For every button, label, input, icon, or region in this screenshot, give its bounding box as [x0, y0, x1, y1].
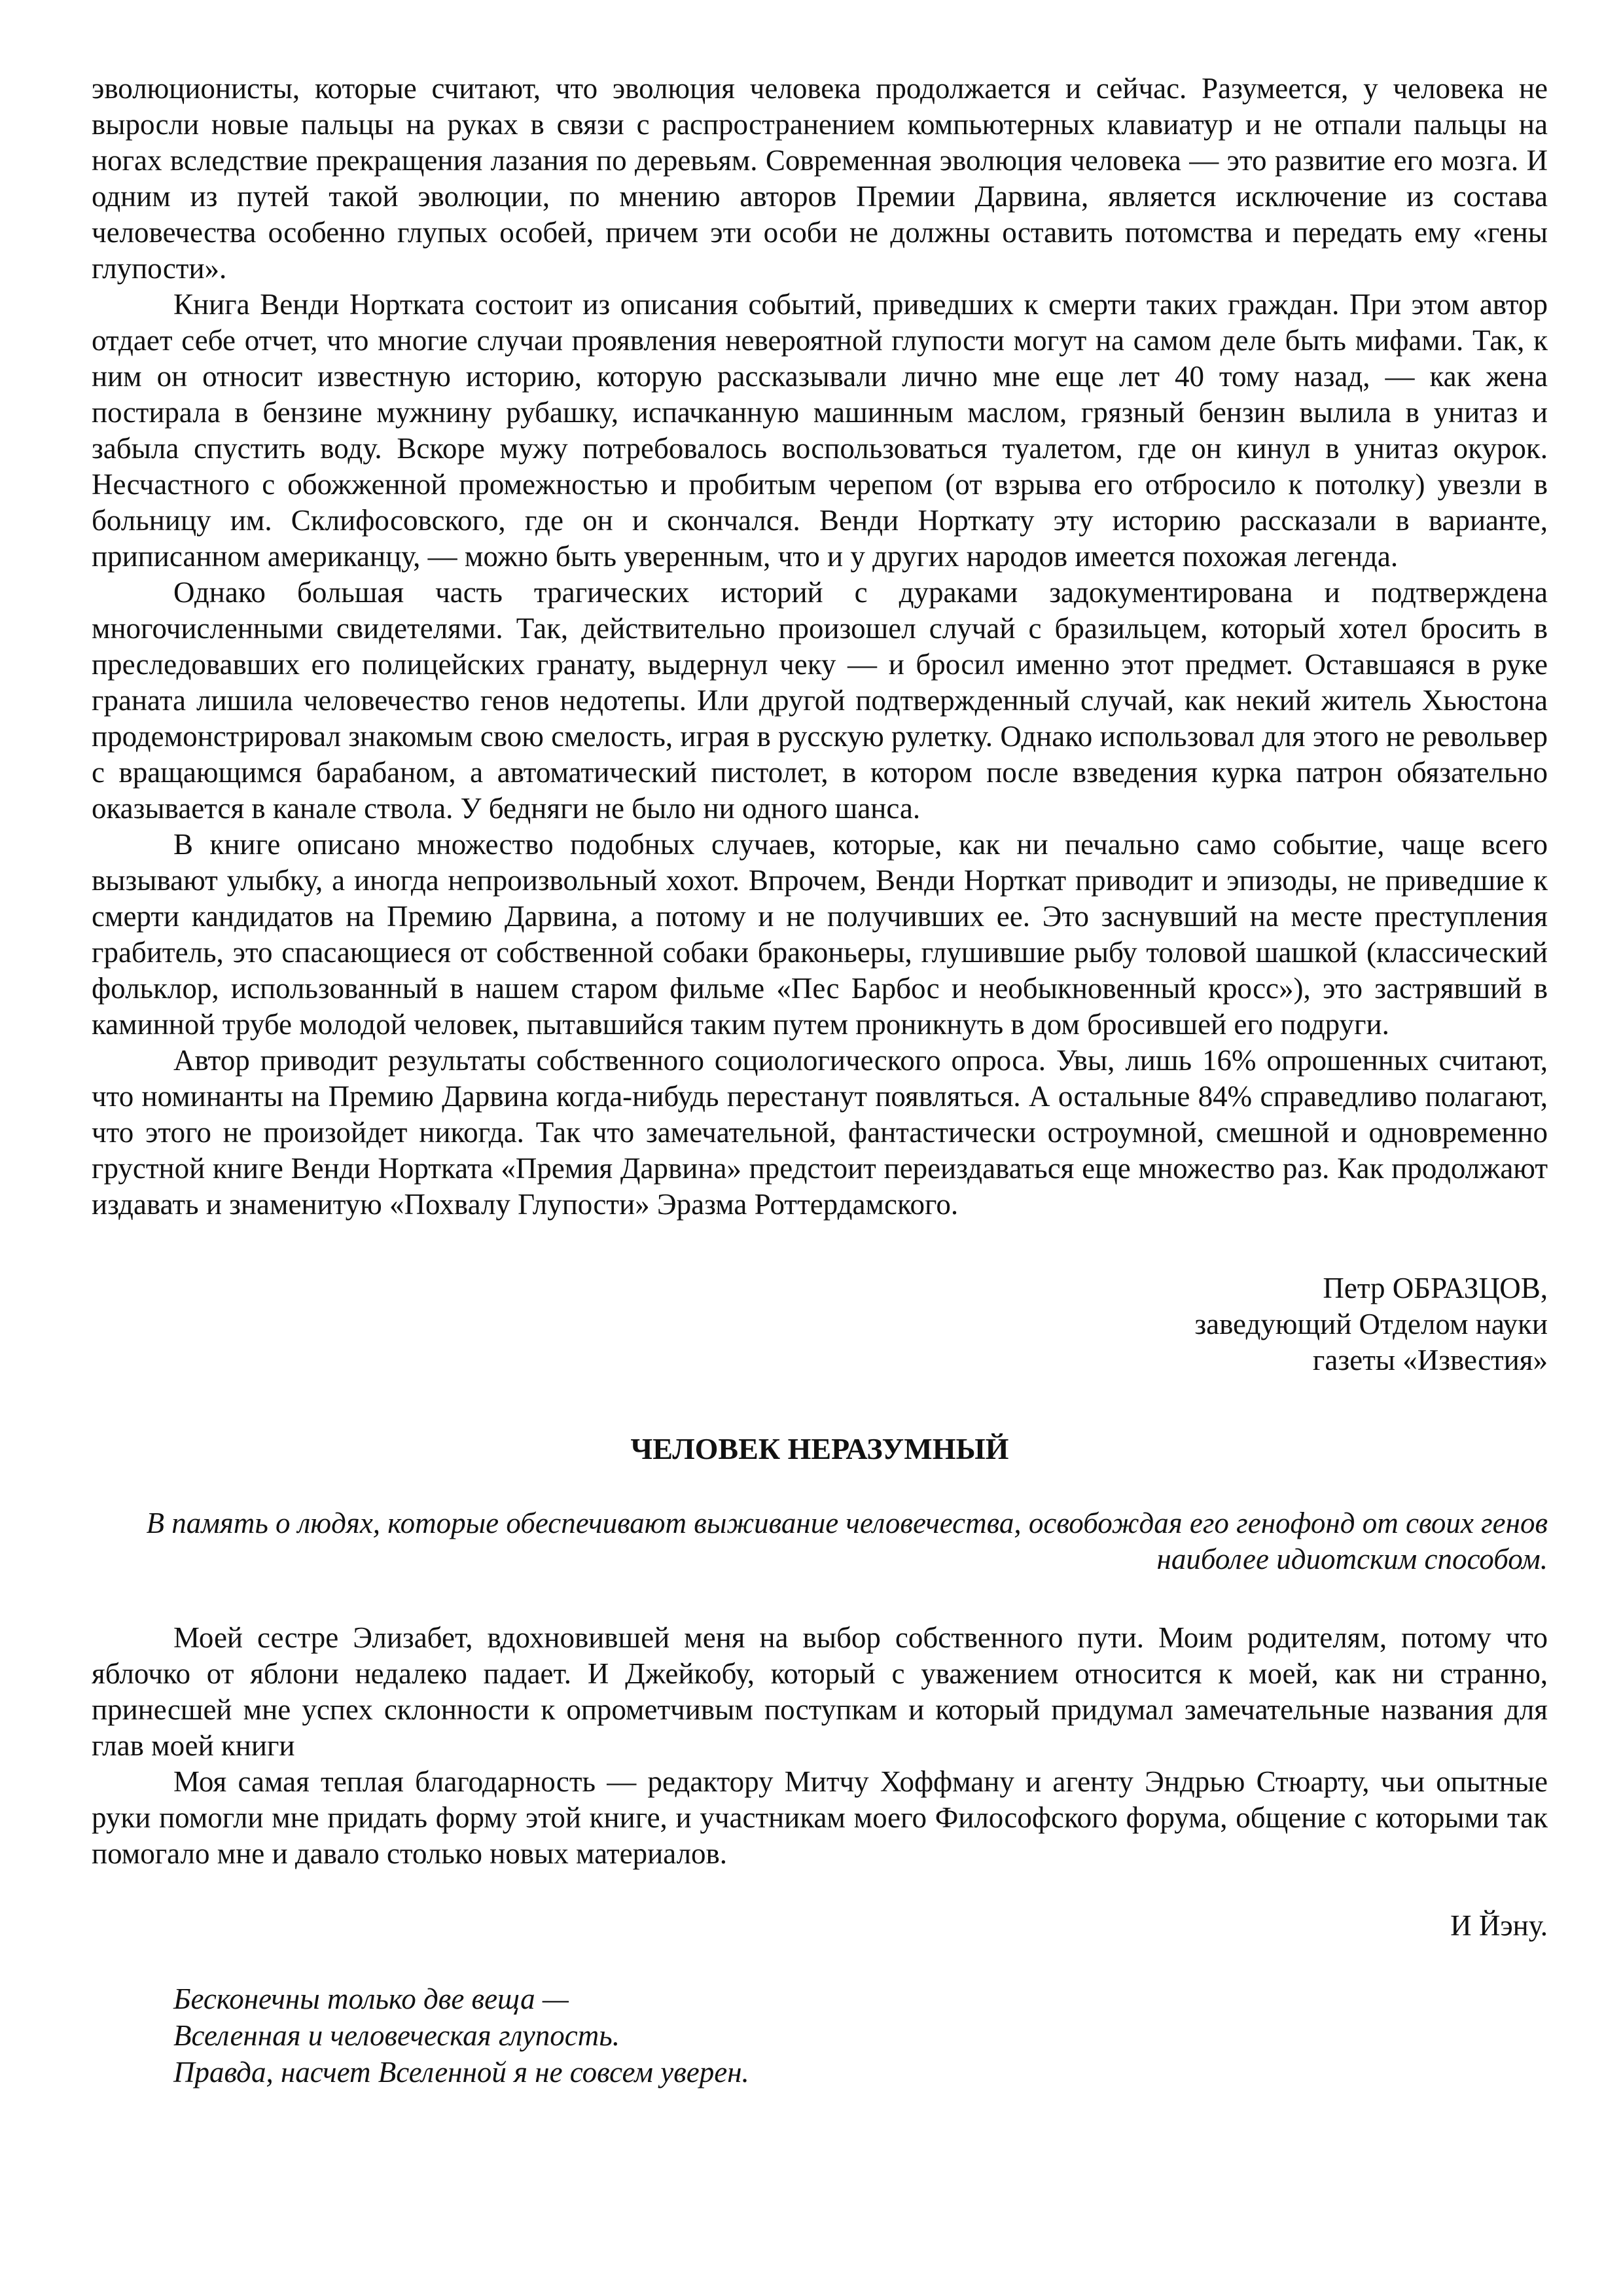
dedication-section [92, 1620, 1548, 1872]
signature-organization: газеты «Известия» [1312, 1344, 1548, 1376]
closing-quote [173, 1981, 1548, 2090]
page-content [92, 71, 1548, 2090]
chapter-epigraph: В память о людях, которые обеспечивают выживание человечества, освобождая его генофонд от своих генов наиболее идиотским способом. [146, 1507, 1548, 1575]
preface-paragraph-2: Книга Венди Норткатa состоит из описания событий, приведших к смерти таких граждан. При этом автор отдает себе отчет, что многие случаи проявления невероятной глупости могут на самом деле быть мифами. Так, к ним он относит известную историю, которую рассказывали лично мне еще лет 40 тому назад, — как жена постирала в бензине мужнину рубашку, испачканную машинным маслом, грязный бензин вылила в унитаз и забыла спустить воду. Вскоре мужу потребовалось воспользоваться туалетом, где он кинул в унитаз окурок. Несчастного с обожженной промежностью и пробитым черепом (от взрыва его отбросило к потолку) увезли в больницу им. Склифосовского, где он и скончался. Венди Норткату эту историю рассказали в варианте, приписанном американцу, — можно быть уверенным, что и у других народов имеется похожая легенда. [92, 288, 1548, 573]
preface-paragraph-4: В книге описано множество подобных случаев, которые, как ни печально само событие, чаще всего вызывают улыбку, а иногда непроизвольный хохот. Впрочем, Венди Норткат приводит и эпизоды, не приведшие к смерти кандидатов на Премию Дарвина, а потому и не получивших ее. Это заснувший на месте преступления грабитель, это спасающиеся от собственной собаки браконьеры, глушившие рыбу толовой шашкой (классический фольклор, использованный в нашем старом фильме «Пес Барбос и необыкновенный кросс»), это застрявший в каминной трубе молодой человек, пытавшийся таким путем проникнуть в дом бросившей его подруги. [92, 828, 1548, 1041]
quote-line-2: Вселенная и человеческая глупость. [173, 2019, 620, 2052]
dedication-paragraph-1: Моей сестре Элизабет, вдохновившей меня на выбор собственного пути. Моим родителям, потому что яблочко от яблони недалеко падает. И Джейкобу, который с уважением относится к моей, как ни странно, принесшей мне успех склонности к опрометчивым поступкам и который придумал замечательные названия для глав моей книги [92, 1621, 1548, 1762]
dedication-closing: И Йэну. [1450, 1909, 1548, 1942]
preface-signature [92, 1270, 1548, 1378]
signature-name: Петр ОБРАЗЦОВ, [1323, 1272, 1548, 1304]
dedication-paragraph-2: Моя самая теплая благодарность — редактору Митчу Хоффману и агенту Эндрью Стюарту, чьи опытные руки помогли мне придать форму этой книге, и участникам моего Философского форума, общение с которыми так помогало мне и давало столько новых материалов. [92, 1765, 1548, 1870]
preface-paragraph-3: Однако большая часть трагических историй с дураками задокументирована и подтверждена многочисленными свидетелями. Так, действительно произошел случай с бразильцем, который хотел бросить в преследовавших его полицейских гранату, выдернул чеку — и бросил именно этот предмет. Оставшаяся в руке граната лишила человечество генов недотепы. Или другой подтвержденный случай, как некий житель Хьюстона продемонстрировал знакомым свою смелость, играя в русскую рулетку. Однако использовал для этого не револьвер с вращающимся барабаном, а автоматический пистолет, в котором после взведения курка патрон обязательно оказывается в канале ствола. У бедняги не было ни одного шанса. [92, 576, 1548, 825]
chapter-title: ЧЕЛОВЕК НЕРАЗУМНЫЙ [630, 1432, 1009, 1465]
preface-paragraph-1: эволюционисты, которые считают, что эволюция человека продолжается и сейчас. Разумеется, у человека не выросли новые пальцы на руках в связи с распространением компьютерных клавиатур и не отпали пальцы на ногах вследствие прекращения лазания по деревьям. Современная эволюция человека — это развитие его мозга. И одним из путей такой эволюции, по мнению авторов Премии Дарвина, является исключение из состава человечества особенно глупых особей, причем эти особи не должны оставить потомства и передать ему «гены глупости». [92, 72, 1548, 285]
signature-position: заведующий Отделом науки [1194, 1308, 1548, 1340]
preface-paragraph-5: Автор приводит результаты собственного социологического опроса. Увы, лишь 16% опрошенных считают, что номинанты на Премию Дарвина когда-нибудь перестанут появляться. А остальные 84% справедливо полагают, что этого не произойдет никогда. Так что замечательной, фантастически остроумной, смешной и одновременно грустной книге Венди Норткатa «Премия Дарвина» предстоит переиздаваться еще множество раз. Как продолжают издавать и знаменитую «Похвалу Глупости» Эразма Роттердамского. [92, 1044, 1548, 1221]
quote-line-1: Бесконечны только две веща — [173, 1982, 569, 2015]
quote-line-3: Правда, насчет Вселенной я не совсем уверен. [173, 2056, 749, 2089]
